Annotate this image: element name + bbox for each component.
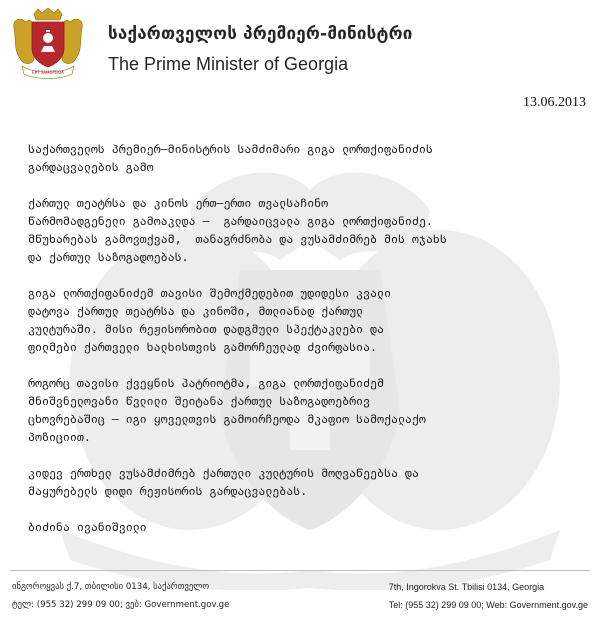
- footer-address-ka: ინგოროყვას ქ.7, თბილისი 0134, საქართველო: [12, 582, 210, 592]
- signature: ბიძინა ივანიშვილი: [28, 520, 147, 534]
- line: პოზიციით.: [28, 430, 91, 444]
- line: კულტურაში. მისი რეჟისორობით დადგმული სპექტაკლები და: [28, 322, 384, 336]
- line: დატოვა ქართულ თეატრსა და კინოში, მთლიანად ქართულ: [28, 304, 364, 318]
- footer-phone-web-en: Tel: (955 32) 299 09 00; Web: Government.gov.ge: [388, 600, 588, 610]
- paragraph-4: [28, 464, 576, 500]
- header-title-georgian: საქართველოს პრემიერ-მინისტრი: [108, 24, 413, 44]
- statement-body: [28, 140, 576, 554]
- footer-contact-georgian: [12, 578, 229, 614]
- paragraph-1: [28, 194, 576, 266]
- line: საქართველოს პრემიერ–მინისტრის სამძიმარი გიგა ლორთქიფანიძის: [28, 142, 433, 156]
- line: ქართულ თეატრსა და კინოს ერთ–ერთი თვალსაჩინო: [28, 196, 329, 210]
- footer-contact-english: [389, 578, 588, 614]
- svg-text:ЕРТ ЗАМОТБОА: ЕРТ ЗАМОТБОА: [32, 70, 64, 75]
- line: და ქართულ საზოგადოებას.: [28, 250, 189, 264]
- line: გარდაცვალების გამო: [28, 160, 154, 174]
- line: მნიშვნელოვანი წვლილი შეიტანა ქართულ საზოგადოებრივ: [28, 394, 371, 408]
- paragraph-3: [28, 374, 576, 446]
- line: კიდევ ერთხელ ვუსამძიმრებ ქართული კულტურის მოღვაწეებსა და: [28, 466, 419, 480]
- footer-divider: [10, 570, 590, 571]
- coat-of-arms-emblem: [8, 8, 88, 80]
- line: როგორც თავისი ქვეყნის პატრიოტმა, გიგა ლორთქიფანიძემ: [28, 376, 384, 390]
- line: გიგა ლორთქიფანიძემ თავისი შემოქმედებით უდიდესი კვალი: [28, 286, 391, 300]
- footer-phone-web-ka: ტელ: (955 32) 299 09 00; ვებ: Government.gov.ge: [12, 600, 230, 610]
- line: მაყურებელს დიდი რეჟისორის გარდაცვალებას.: [28, 484, 308, 498]
- line: მწუხარებას გამოვთქვამ, თანაგრძნობა და ვუსამძიმრებ მის ოჯახს: [28, 232, 447, 246]
- statement-heading: [28, 140, 576, 176]
- footer-address-en: 7th, Ingorokva St. Tbilisi 0134, Georgia: [388, 582, 545, 592]
- line: წარმომადგენელი გამოაკლდა – გარდაიცვალა გიგა ლორთქიფანიძე.: [28, 214, 433, 228]
- line: ფილმები ქართველი ხალხისთვის გამორჩეულად ძვირფასია.: [28, 340, 378, 354]
- header-title-english: The Prime Minister of Georgia: [108, 54, 349, 74]
- document-date: 13.06.2013: [523, 95, 586, 110]
- paragraph-2: [28, 284, 576, 356]
- line: ცხოვრებაშიც – იგი ყოველთვის გამოირჩეოდა მკაფიო სამოქალაქო: [28, 412, 426, 426]
